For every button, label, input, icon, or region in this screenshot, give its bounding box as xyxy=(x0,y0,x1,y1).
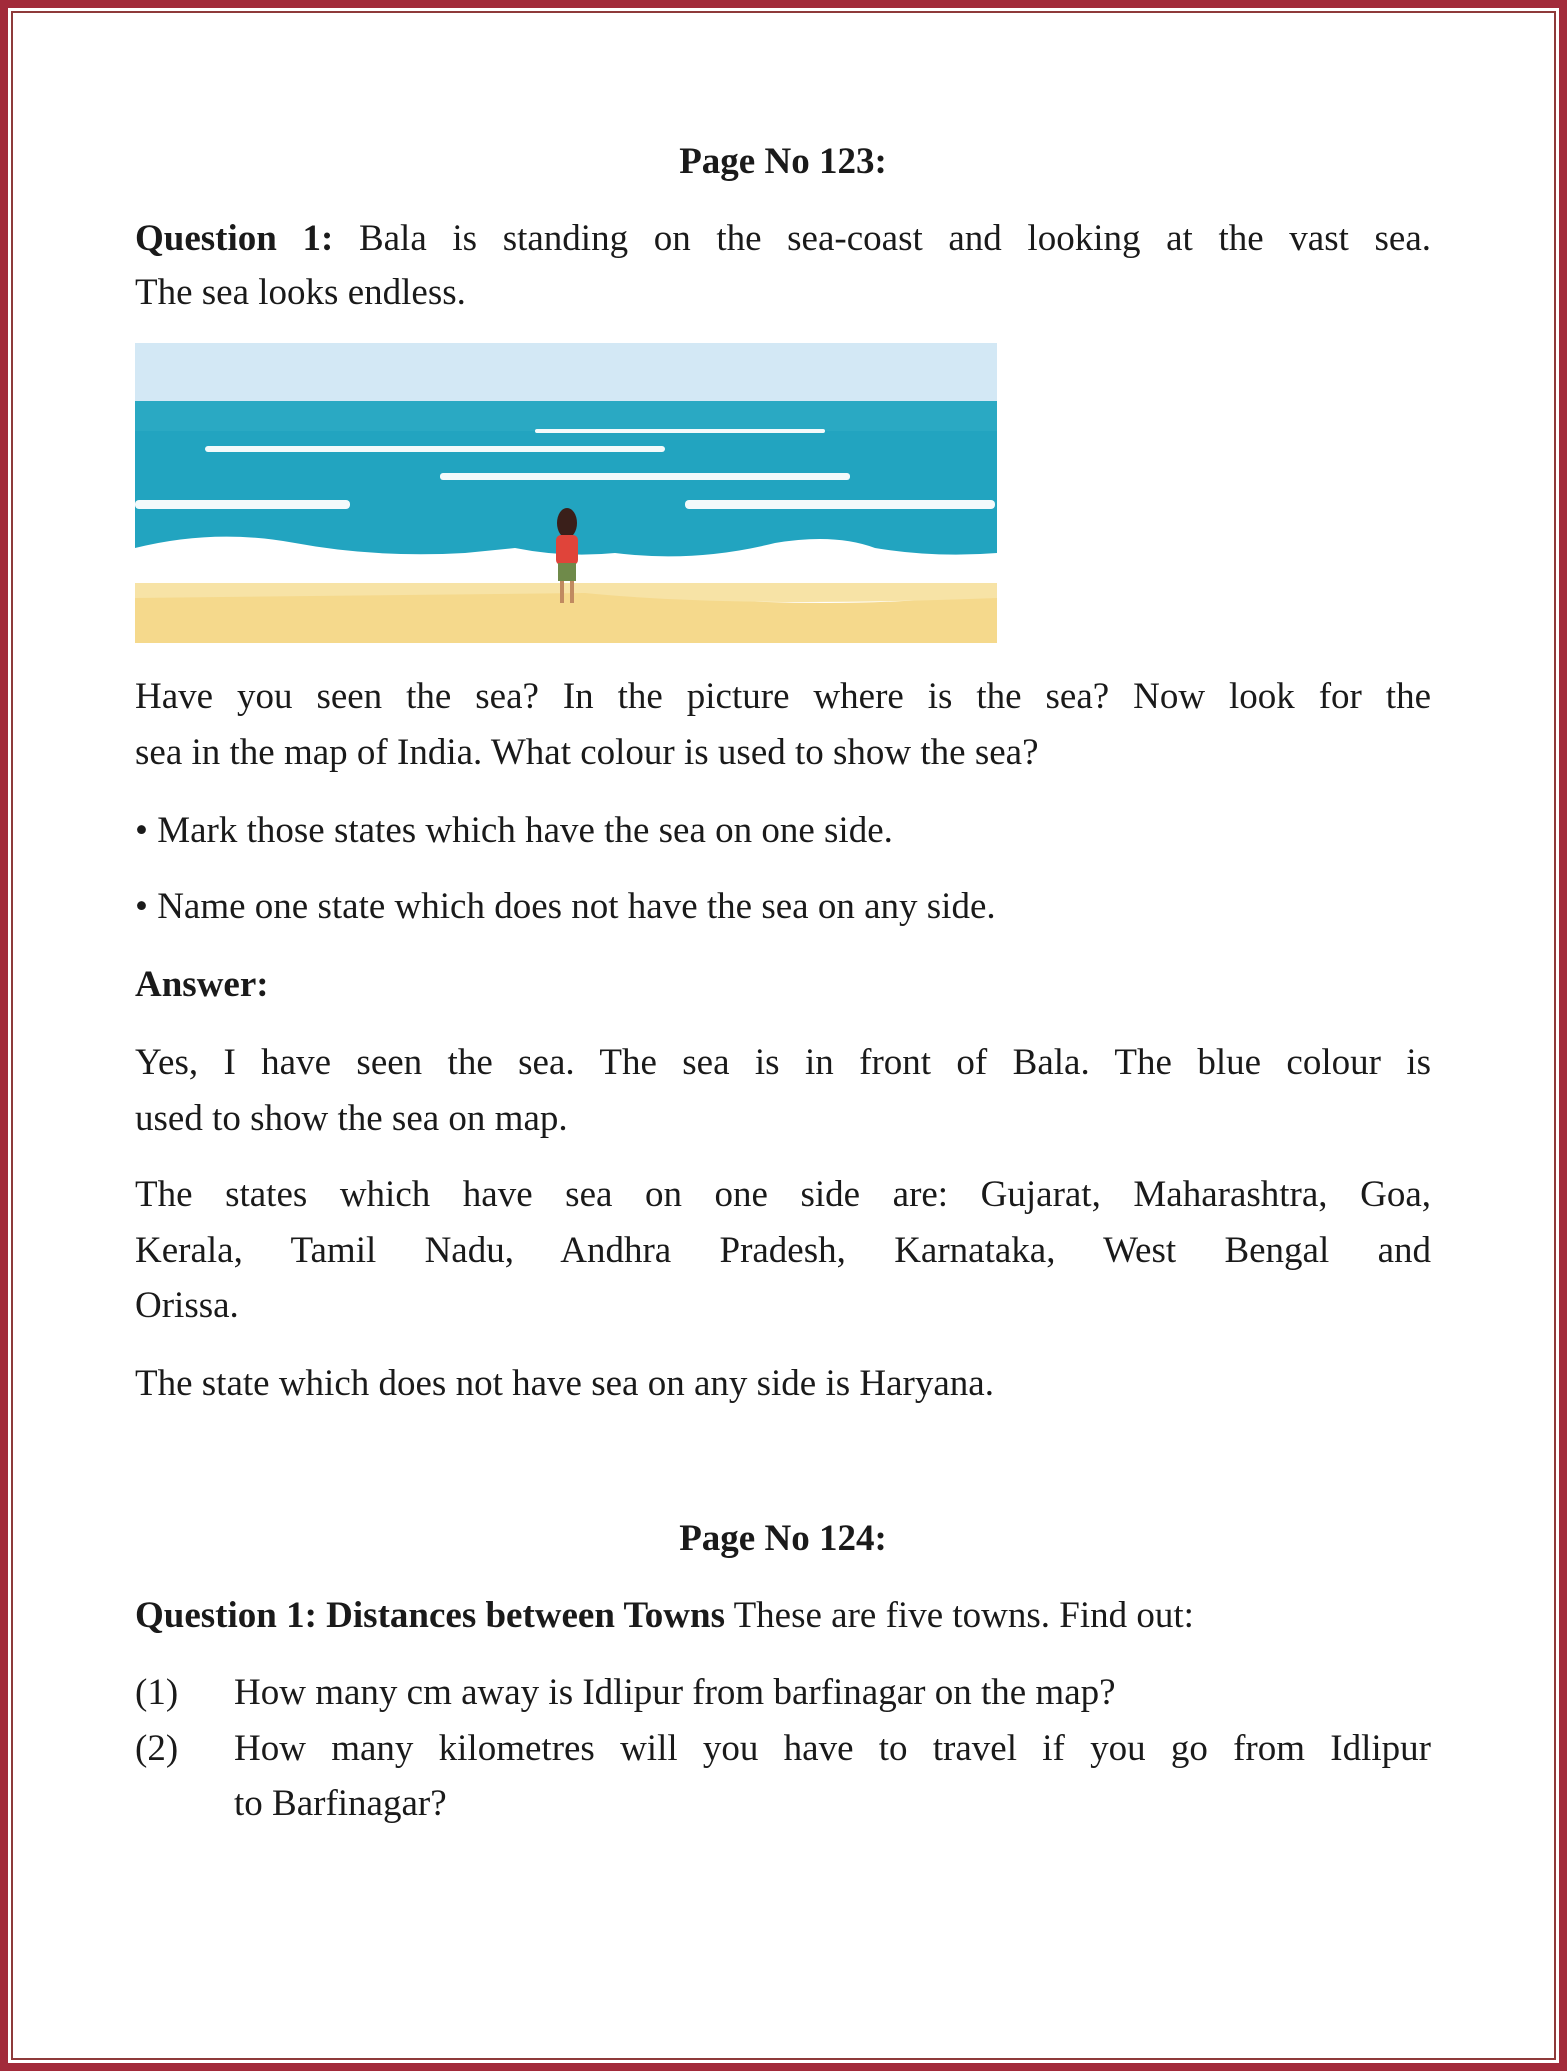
beach-illustration xyxy=(135,343,997,643)
answer-label: Answer: xyxy=(135,964,269,1005)
question-line-2: The sea looks endless. xyxy=(135,272,466,313)
question-text: These are five towns. Find out: xyxy=(725,1595,1194,1636)
question-text-line xyxy=(135,1596,1431,1636)
question-label: Question 1: xyxy=(135,218,334,259)
item-text: How many cm away is Idlipur from barfinagar on the map? xyxy=(234,1672,1116,1713)
prompt-line-1: Have you seen the sea? In the picture where is the sea? Now look for the xyxy=(135,676,1431,717)
item-text: How many kilometres will you have to travel if you go from Idlipur xyxy=(234,1728,1431,1769)
page-heading-124: Page No 124: xyxy=(679,1518,887,1559)
item-number: (2) xyxy=(135,1728,179,1769)
bullet-item: • Mark those states which have the sea on one side. xyxy=(135,810,893,851)
page-heading-123: Page No 123: xyxy=(679,141,887,182)
answer-line: Orissa. xyxy=(135,1285,239,1326)
question-text-line xyxy=(135,219,1431,259)
answer-line: The state which does not have sea on any side is Haryana. xyxy=(135,1363,994,1404)
answer-line: The states which have sea on one side are: Gujarat, Maharashtra, Goa, xyxy=(135,1174,1431,1215)
question-label: Question 1: Distances between Towns xyxy=(135,1595,725,1636)
item-number: (1) xyxy=(135,1672,179,1713)
prompt-line-2: sea in the map of India. What colour is used to show the sea? xyxy=(135,732,1039,773)
item-text: to Barfinagar? xyxy=(234,1783,447,1824)
answer-line: Kerala, Tamil Nadu, Andhra Pradesh, Karnataka, West Bengal and xyxy=(135,1230,1431,1271)
bullet-item: • Name one state which does not have the sea on any side. xyxy=(135,886,996,927)
answer-line: Yes, I have seen the sea. The sea is in front of Bala. The blue colour is xyxy=(135,1042,1431,1083)
question-line-1: Bala is standing on the sea-coast and looking at the vast sea. xyxy=(358,218,1432,259)
answer-line: used to show the sea on map. xyxy=(135,1098,568,1139)
